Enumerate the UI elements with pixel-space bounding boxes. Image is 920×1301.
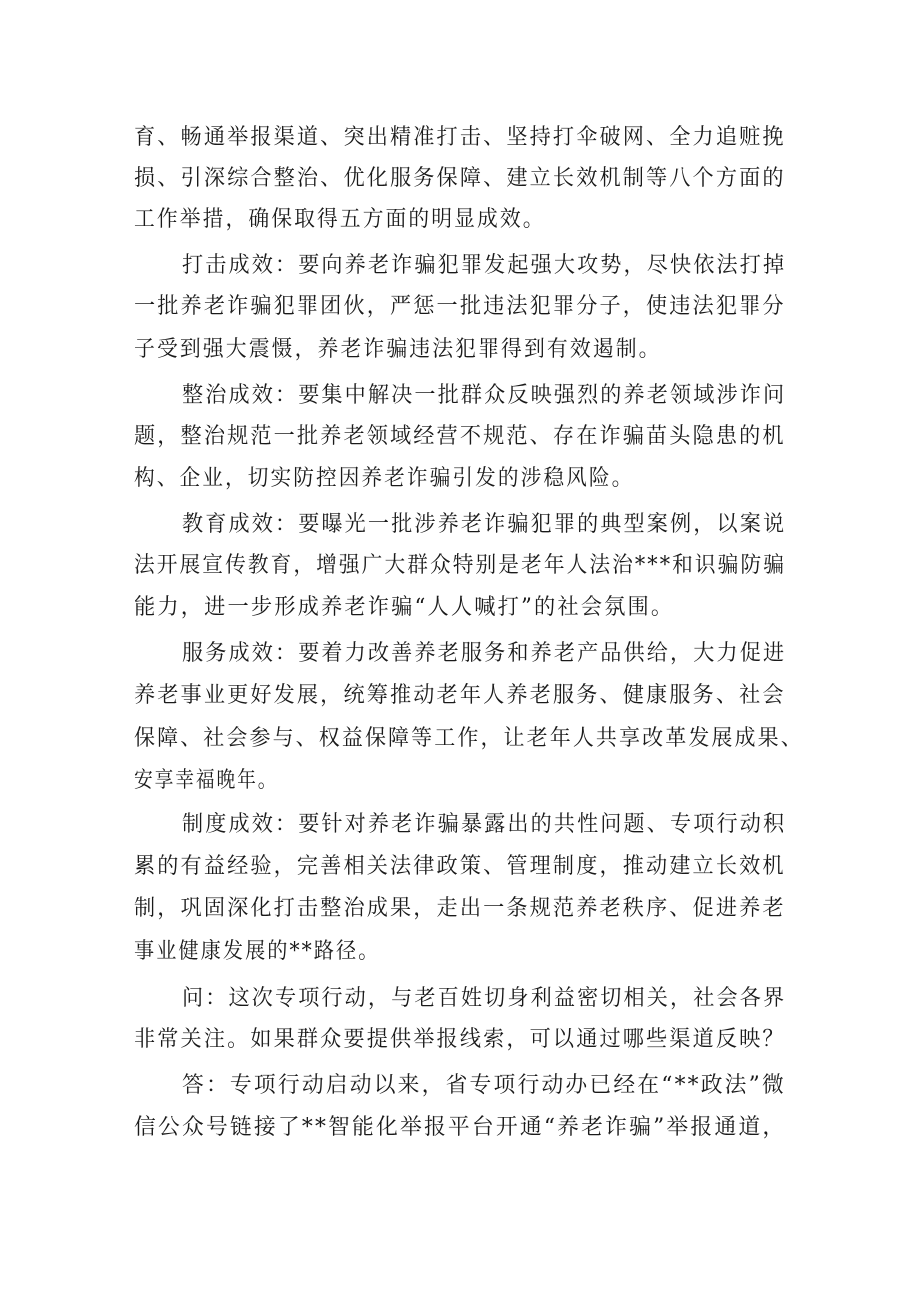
text-line-9: 构、企业，切实防控因养老诈骗引发的涉稳风险。 bbox=[134, 466, 635, 491]
text-line-11: 法开展宣传教育，增强广大群众特别是老年人法治***和识骗防骗 bbox=[134, 553, 786, 578]
text-line-23: 答：专项行动启动以来，省专项行动办已经在“**政法”微 bbox=[182, 1073, 786, 1098]
text-line-22: 非常关注。如果群众要提供举报线索，可以通过哪些渠道反映？ bbox=[134, 1027, 786, 1052]
text-line-21: 问：这次专项行动，与老百姓切身利益密切相关，社会各界 bbox=[182, 986, 787, 1011]
text-line-2: 损、引深综合整治、优化服务保障、建立长效机制等八个方面的 bbox=[134, 166, 786, 191]
text-line-5: 一批养老诈骗犯罪团伙，严惩一批违法犯罪分子，使违法犯罪分 bbox=[134, 294, 786, 319]
text-line-16: 安享幸福晚年。 bbox=[134, 768, 279, 793]
text-line-24: 信公众号链接了**智能化举报平台开通“养老诈骗”举报通道， bbox=[134, 1115, 787, 1140]
text-line-13: 服务成效：要着力改善养老服务和养老产品供给，大力促进 bbox=[182, 641, 787, 666]
text-line-6: 子受到强大震慑，养老诈骗违法犯罪得到有效遏制。 bbox=[134, 337, 662, 362]
text-line-10: 教育成效：要曝光一批涉养老诈骗犯罪的典型案例，以案说 bbox=[182, 512, 787, 537]
text-line-17: 制度成效：要针对养老诈骗暴露出的共性问题、专项行动积 bbox=[182, 812, 787, 837]
text-line-3: 工作举措，确保取得五方面的明显成效。 bbox=[134, 207, 546, 232]
text-line-1: 育、畅通举报渠道、突出精准打击、坚持打伞破网、全力追赃挽 bbox=[134, 125, 786, 150]
text-line-15: 保障、社会参与、权益保障等工作，让老年人共享改革发展成果、 bbox=[134, 726, 804, 751]
text-line-8: 题，整治规范一批养老领域经营不规范、存在诈骗苗头隐患的机 bbox=[134, 424, 786, 449]
text-line-7: 整治成效：要集中解决一批群众反映强烈的养老领域涉诈问 bbox=[182, 383, 787, 408]
text-line-14: 养老事业更好发展，统筹推动老年人养老服务、健康服务、社会 bbox=[134, 683, 786, 708]
text-line-18: 累的有益经验，完善相关法律政策、管理制度，推动建立长效机 bbox=[134, 854, 786, 879]
text-line-20: 事业健康发展的**路径。 bbox=[134, 939, 381, 964]
text-line-19: 制，巩固深化打击整治成果，走出一条规范养老秩序、促进养老 bbox=[134, 896, 786, 921]
text-line-12: 能力，进一步形成养老诈骗“人人喊打”的社会氛围。 bbox=[134, 595, 675, 620]
text-line-4: 打击成效：要向养老诈骗犯罪发起强大攻势，尽快依法打掉 bbox=[182, 253, 787, 278]
